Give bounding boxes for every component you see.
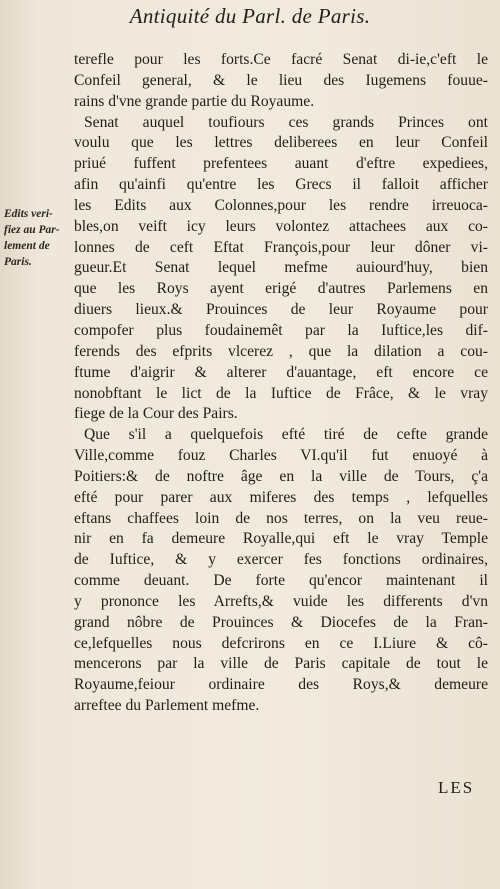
catchword: LES [438,778,475,797]
text-line: diuers lieux.& Prouinces de leur Royaume pour [74,301,488,319]
margin-note-line: lement de [4,240,50,252]
text-line: grand nôbre de Prouinces & Diocefes de la Fran- [74,613,488,631]
text-line: Senat auquel toufiours ces grands Princes ont [84,113,488,131]
body-text [74,50,488,717]
text-line: Poitiers:& de noftre âge en la ville de Tours, ç'a [74,467,488,485]
text-line: nonobftant le lict de la Iuftice de Frâce, & le vray [74,384,488,402]
margin-note-line: fiez au Par- [4,224,60,236]
text-line: de Iuftice, & y exercer fes fonctions ordinaires, [74,551,488,569]
text-line: fiege de la Cour des Pairs. [74,405,238,423]
text-line: compofer plus foudainemêt par la Iuftice,les dif- [74,321,488,339]
text-line: voulu que les lettres deliberees en leur Confeil [74,134,488,152]
text-line: comme deuant. De forte qu'encor maintenant il [74,572,488,590]
text-line: gueur.Et Senat lequel mefme auiourd'huy, bien [74,259,488,277]
text-line: y prononce les Arrefts,& vuide les differents d'vn [74,592,488,610]
text-line: ferends des efprits vlcerez , que la dilation a cou- [74,342,488,360]
margin-note-line: Paris. [4,256,32,268]
text-line: arreftee du Parlement mefme. [74,697,260,715]
text-line: priué fuffent prefentees auant d'eftre expediees, [74,155,488,173]
text-line: Que s'il a quelquefois efté tiré de cefte grande [84,426,488,444]
text-line: eftans chaffees loin de nos terres, on la veu reue- [74,509,488,527]
text-line: rains d'vne grande partie du Royaume. [74,92,315,110]
text-line: afin qu'ainfi qu'entre les Grecs il falloit afficher [74,176,488,194]
text-line: que les Roys ayent erigé d'autres Parlemens en [74,280,488,298]
text-line: bles,on veift icy leurs volontez attachees aux co- [74,217,488,235]
text-line: mencerons par la ville de Paris capitale de tout le [74,655,488,673]
text-line: ce,lefquelles nous defcrirons en ce I.Liure & cô- [74,634,488,652]
running-title: Antiquité du Parl. de Paris. [129,4,371,28]
text-line: Confeil general, & le lieu des Iugemens fouue- [74,71,488,89]
text-line: nir en fa demeure Royalle,qui eft le vray Temple [74,530,488,548]
text-line: ftume d'aigrir & alterer d'auantage, eft encore ce [74,363,488,381]
text-line: lonnes de ceft Eftat François,pour leur dôner vi- [74,238,488,256]
text-line: Ville,comme fouz Charles VI.qu'il fut enuoyé à [74,447,488,465]
text-line: efté pour parer aux miferes des temps , lefquelles [74,488,488,506]
margin-note-line: Edits veri- [4,208,53,220]
text-line: Royaume,feiour ordinaire des Roys,& demeure [74,676,488,694]
text-line: les Edits aux Colonnes,pour les rendre irreuoca- [74,196,488,214]
margin-note [4,206,66,270]
text-line: terefle pour les forts.Ce facré Senat di-ie,c'eft le [74,51,488,68]
